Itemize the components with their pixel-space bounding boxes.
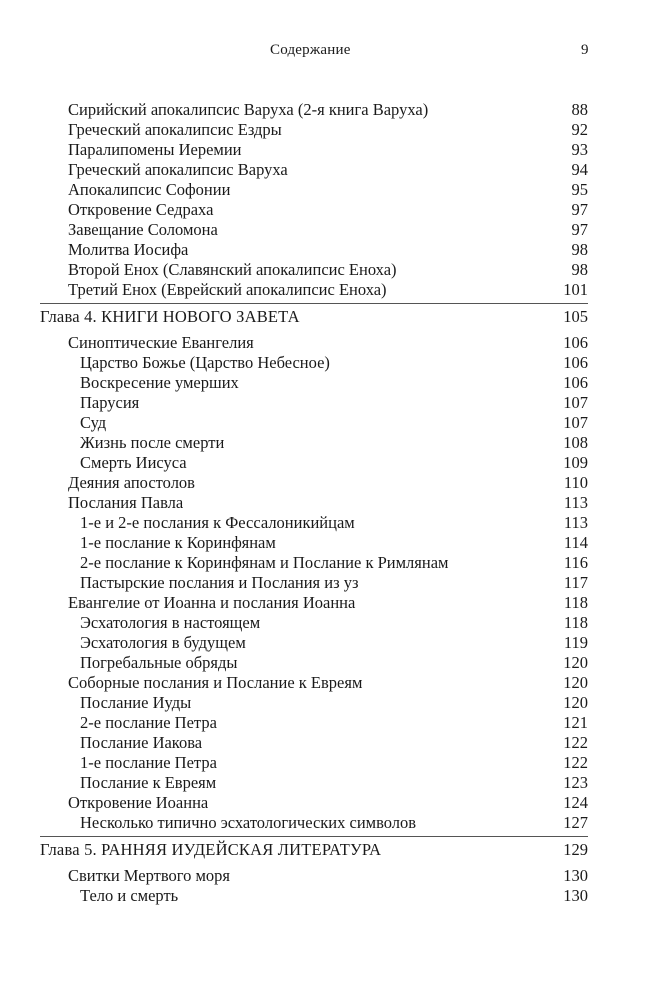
toc-entry bbox=[0, 673, 658, 693]
toc-entry-page: 110 bbox=[563, 473, 588, 492]
toc-entry-label: Апокалипсис Софонии bbox=[68, 180, 231, 199]
toc-entry bbox=[0, 553, 658, 573]
toc-entry bbox=[0, 513, 658, 533]
toc-entry-label: Послания Павла bbox=[68, 493, 184, 512]
toc-entry-page: 117 bbox=[563, 573, 588, 592]
toc-entry-label: Откровение Иоанна bbox=[68, 793, 209, 812]
toc-entry-page: 97 bbox=[571, 200, 588, 219]
toc-entry-page: 101 bbox=[563, 280, 588, 299]
toc-entry-page: 107 bbox=[563, 393, 588, 412]
toc-entry bbox=[0, 793, 658, 813]
toc-entry bbox=[0, 533, 658, 553]
toc-entry bbox=[0, 260, 658, 280]
toc-entry-label: Третий Енох (Еврейский апокалипсис Еноха) bbox=[68, 280, 387, 299]
toc-entry-page: 130 bbox=[563, 886, 588, 905]
toc-entry-page: 95 bbox=[571, 180, 588, 199]
toc-entry-page: 129 bbox=[563, 840, 588, 859]
toc-chapter-entry bbox=[40, 303, 588, 330]
toc-entry bbox=[0, 453, 658, 473]
toc-entry-label: Глава 4. КНИГИ НОВОГО ЗАВЕТА bbox=[40, 307, 300, 326]
toc-entry-page: 118 bbox=[563, 593, 588, 612]
toc-entry bbox=[0, 773, 658, 793]
toc-entry-page: 105 bbox=[563, 307, 588, 326]
toc-entry bbox=[0, 813, 658, 833]
toc-entry bbox=[0, 220, 658, 240]
toc-entry bbox=[0, 280, 658, 300]
toc-entry bbox=[0, 240, 658, 260]
toc-entry-label: Послание к Евреям bbox=[80, 773, 217, 792]
toc-entry-label: Несколько типично эсхатологических символов bbox=[80, 813, 417, 832]
toc-entry-label: Парусия bbox=[80, 393, 140, 412]
toc-entry-label: 2-е послание к Коринфянам и Послание к Римлянам bbox=[80, 553, 449, 572]
toc-entry-page: 93 bbox=[571, 140, 588, 159]
toc-entry bbox=[0, 433, 658, 453]
toc-entry-page: 92 bbox=[571, 120, 588, 139]
toc-entry-page: 98 bbox=[571, 240, 588, 259]
table-of-contents bbox=[0, 100, 658, 906]
toc-entry-page: 113 bbox=[563, 513, 588, 532]
toc-entry-label: Паралипомены Иеремии bbox=[68, 140, 242, 159]
toc-entry bbox=[0, 733, 658, 753]
toc-entry-label: Евангелие от Иоанна и послания Иоанна bbox=[68, 593, 356, 612]
toc-entry-label: Деяния апостолов bbox=[68, 473, 195, 492]
toc-entry bbox=[0, 200, 658, 220]
toc-entry bbox=[0, 473, 658, 493]
toc-entry-page: 106 bbox=[563, 353, 588, 372]
toc-entry-label: Суд bbox=[80, 413, 107, 432]
toc-entry-label: Тело и смерть bbox=[80, 886, 179, 905]
toc-entry-label: Послание Иуды bbox=[80, 693, 192, 712]
toc-entry-page: 120 bbox=[563, 653, 588, 672]
toc-entry bbox=[0, 613, 658, 633]
toc-entry-page: 114 bbox=[563, 533, 588, 552]
toc-entry-label: Греческий апокалипсис Ездры bbox=[68, 120, 282, 139]
toc-entry bbox=[0, 353, 658, 373]
toc-entry bbox=[0, 593, 658, 613]
toc-entry bbox=[0, 633, 658, 653]
toc-entry-page: 108 bbox=[563, 433, 588, 452]
toc-entry-label: Эсхатология в настоящем bbox=[80, 613, 261, 632]
toc-entry-label: Свитки Мертвого моря bbox=[68, 866, 231, 885]
toc-entry bbox=[0, 373, 658, 393]
toc-entry-page: 88 bbox=[571, 100, 588, 119]
toc-entry-page: 113 bbox=[563, 493, 588, 512]
toc-entry bbox=[0, 573, 658, 593]
toc-entry-page: 119 bbox=[563, 633, 588, 652]
toc-entry bbox=[0, 100, 658, 120]
toc-entry-page: 127 bbox=[563, 813, 588, 832]
toc-entry bbox=[0, 866, 658, 886]
toc-entry-label: 1-е послание Петра bbox=[80, 753, 217, 772]
toc-entry-label: Послание Иакова bbox=[80, 733, 203, 752]
toc-chapter-entry bbox=[40, 836, 588, 863]
toc-entry bbox=[0, 393, 658, 413]
toc-entry-label: Жизнь после смерти bbox=[80, 433, 225, 452]
header-title: Содержание bbox=[270, 42, 351, 58]
toc-entry-page: 116 bbox=[563, 553, 588, 572]
toc-entry-page: 118 bbox=[563, 613, 588, 632]
toc-entry-label: Эсхатология в будущем bbox=[80, 633, 246, 652]
toc-entry-label: Царство Божье (Царство Небесное) bbox=[80, 353, 330, 372]
toc-entry-page: 124 bbox=[563, 793, 588, 812]
toc-entry bbox=[0, 693, 658, 713]
toc-entry-page: 122 bbox=[563, 733, 588, 752]
toc-entry-label: Откровение Седраха bbox=[68, 200, 214, 219]
toc-entry-page: 130 bbox=[563, 866, 588, 885]
toc-entry bbox=[0, 180, 658, 200]
toc-entry-label: 1-е послание к Коринфянам bbox=[80, 533, 276, 552]
toc-entry bbox=[0, 160, 658, 180]
toc-entry-label: Пастырские послания и Послания из уз bbox=[80, 573, 359, 592]
toc-entry-page: 121 bbox=[563, 713, 588, 732]
toc-entry-label: Молитва Иосифа bbox=[68, 240, 189, 259]
toc-entry bbox=[0, 493, 658, 513]
header-page-number: 9 bbox=[581, 42, 589, 58]
toc-entry-page: 98 bbox=[571, 260, 588, 279]
toc-entry bbox=[0, 886, 658, 906]
toc-entry bbox=[0, 713, 658, 733]
toc-entry-page: 120 bbox=[563, 693, 588, 712]
toc-entry-label: Греческий апокалипсис Варуха bbox=[68, 160, 288, 179]
toc-entry bbox=[0, 120, 658, 140]
toc-entry-page: 107 bbox=[563, 413, 588, 432]
toc-entry-page: 106 bbox=[563, 373, 588, 392]
toc-entry-label: Сирийский апокалипсис Варуха (2-я книга Варуха) bbox=[68, 100, 429, 119]
toc-entry bbox=[0, 653, 658, 673]
toc-entry-page: 94 bbox=[571, 160, 588, 179]
toc-entry bbox=[0, 753, 658, 773]
toc-entry-label: Синоптические Евангелия bbox=[68, 333, 254, 352]
toc-entry-page: 97 bbox=[571, 220, 588, 239]
toc-entry-label: Смерть Иисуса bbox=[80, 453, 187, 472]
toc-entry bbox=[0, 140, 658, 160]
toc-entry-page: 106 bbox=[563, 333, 588, 352]
toc-entry-label: Соборные послания и Послание к Евреям bbox=[68, 673, 363, 692]
toc-entry-page: 123 bbox=[563, 773, 588, 792]
toc-entry-label: Воскресение умерших bbox=[80, 373, 239, 392]
toc-entry bbox=[0, 333, 658, 353]
toc-entry-page: 120 bbox=[563, 673, 588, 692]
toc-entry-label: Второй Енох (Славянский апокалипсис Еноха) bbox=[68, 260, 397, 279]
toc-entry-label: 1-е и 2-е послания к Фессалоникийцам bbox=[80, 513, 355, 532]
toc-entry bbox=[0, 413, 658, 433]
toc-entry-label: Погребальные обряды bbox=[80, 653, 238, 672]
toc-entry-page: 122 bbox=[563, 753, 588, 772]
toc-entry-label: Завещание Соломона bbox=[68, 220, 218, 239]
toc-entry-page: 109 bbox=[563, 453, 588, 472]
toc-entry-label: Глава 5. РАННЯЯ ИУДЕЙСКАЯ ЛИТЕРАТУРА bbox=[40, 840, 382, 859]
toc-entry-label: 2-е послание Петра bbox=[80, 713, 217, 732]
running-header bbox=[0, 42, 658, 64]
